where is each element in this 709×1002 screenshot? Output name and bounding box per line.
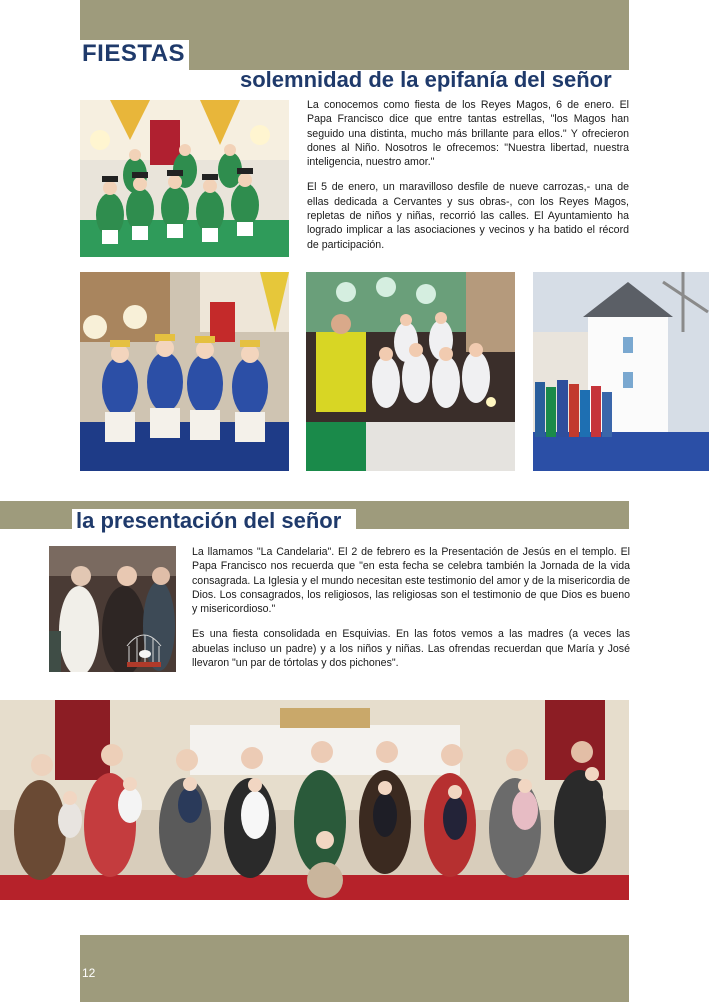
paragraph: El 5 de enero, un maravilloso desfile de nueve carrozas,- una de ellas dedicada a Cervantes y sus obras-, con los Reyes Magos, repletas de niños y niñas, recorrió las calles. El Ayuntamiento ha logrado implicar a las asociaciones y vecinos y ha batido el récord de participación. <box>307 181 629 251</box>
article-title-epifania: solemnidad de la epifanía del señor <box>240 67 612 92</box>
photo-mothers-babies-church <box>0 700 629 900</box>
photo-float-night <box>306 272 515 471</box>
article-title-presentacion: la presentación del señor <box>76 508 342 533</box>
photo-children-blue-costumes <box>80 272 289 471</box>
presentacion-text <box>192 545 630 681</box>
photo-float-children <box>80 100 289 257</box>
footer-band <box>80 935 629 1002</box>
page-number: 12 <box>82 966 96 980</box>
photo-windmill-books <box>533 272 709 471</box>
section-label: FIESTAS <box>80 40 189 70</box>
photo-women-dove-cage <box>49 546 176 672</box>
epifania-text <box>307 98 629 263</box>
paragraph: La conocemos como fiesta de los Reyes Magos, 6 de enero. El Papa Francisco dice que entre tantas estrellas, "los Magos han seguido una distinta, mucho más brillante para ellos." Y ofrecieron dones al Niño. Nosotros le ofrecemos: "Nuestra libertad, nuestra inteligencia, nuestro amor." <box>307 99 629 169</box>
paragraph: La llamamos "La Candelaria". El 2 de febrero es la Presentación de Jesús en el templo. El Papa Francisco nos recuerda que "en esta fecha se celebra también la Jornada de la vida consagrada. La Iglesia y el mundo necesitan este testimonio del amor y de la misericordia de Dios. Los consagrados, los religiosos, las religiosas son el testimonio de que Dios es bueno y misericordioso." <box>192 546 630 616</box>
paragraph: Es una fiesta consolidada en Esquivias. En las fotos vemos a las madres (a veces las abuelas incluso un padre) y a los niños y niñas. Las ofrendas recuerdan que María y José llevaron "un par de tórtolas y dos pichones". <box>192 628 630 670</box>
